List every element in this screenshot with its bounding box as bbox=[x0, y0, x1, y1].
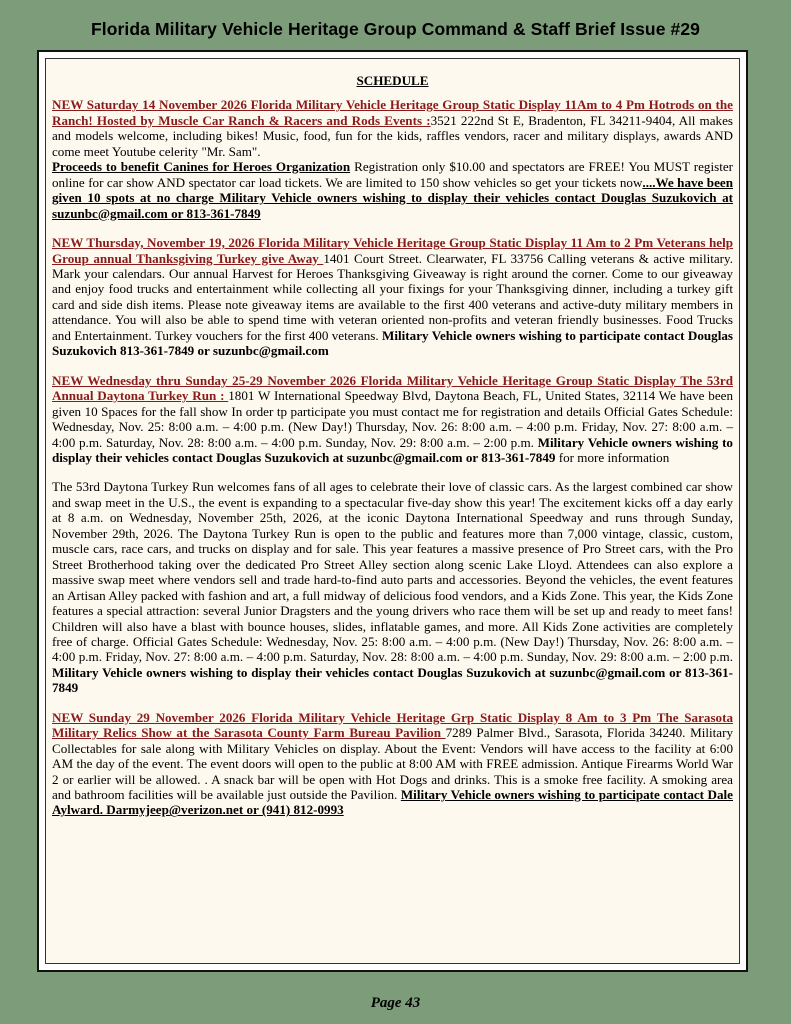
event-text: 3521 222nd St E, Bradenton, FL 34211-9404, All makes and models welcome, including bikes! Music, food, fun for the kids, raffles vendors, racer and military displays, awards AND come meet Youtube celerity "Mr. Sam". bbox=[52, 112, 733, 159]
event-saturday-14-november bbox=[52, 97, 733, 221]
event-heading: NEW Sunday 29 November 2026 Florida Military Vehicle Heritage Grp Static Display 8 Am to 3 Pm The Sarasota Military Relics Show at the Sarasota County Farm Bureau Pavilion bbox=[52, 709, 733, 741]
event-benefit: Proceeds to benefit Canines for Heroes Organization bbox=[52, 159, 351, 175]
event-text: 1401 Court Street. Clearwater, FL 33756 Calling veterans & active military. Mark your calendars. Our annual Harvest for Heroes Thanksgiving Giveaway is right around the corner. Come to our giveaway and enjoy food trucks and entertainment while collecting all your fixings for your Thanksgiving dinner, including a turkey gift card and side dish items. Please note giveaway items are available to the first 400 veterans and active-duty military members in attendance. You will also be able to spend time with veteran oriented non-profits and veteran friendly businesses. Food Trucks and Entertainment. Turkey vouchers for the first 400 veterans. bbox=[52, 250, 733, 343]
event-heading: NEW Thursday, November 19, 2026 Florida Military Vehicle Heritage Group Static Display 11 Am to 2 Pm Veterans help Group annual Thanksgiving Turkey give Away bbox=[52, 235, 733, 266]
page-number: Page 43 bbox=[370, 995, 421, 1011]
event-heading: NEW Wednesday thru Sunday 25-29 November 2026 Florida Military Vehicle Heritage Group Static Display The 53rd Annual Daytona Turkey Run : bbox=[52, 372, 733, 404]
daytona-description bbox=[52, 479, 733, 695]
event-text: 7289 Palmer Blvd., Sarasota, Florida 34240. Military Collectables for sale along with Military Vehicles on display. About the Event: Vendors will have access to the facility at 6:00 AM the day of the event. The event doors will open to the public at 8:00 AM with FREE admission. Antique Firearms World War 2 or earlier will be allowed. . A snack bar will be open with Hot Dogs and drinks. This is a smoke free facility. A smoking area and bathroom facilities will be available just outside the Pavilion. bbox=[52, 725, 733, 803]
event-text-end: for more information bbox=[555, 449, 670, 465]
event-sarasota-military-relics bbox=[52, 710, 733, 818]
event-text: 1801 W International Speedway Blvd, Daytona Beach, FL, United States, 32114 We have been given 10 Spaces for the fall show In order tp participate you must contact me for registration and details Official Gates Schedule: Wednesday, Nov. 25: 8:00 a.m. – 4:00 p.m. (New Day!) Thursday, Nov. 26: 8:00 a.m. – 4:00 p.m. Friday, Nov. 27: 8:00 a.m. – 4:00 p.m. Saturday, Nov. 28: 8:00 a.m. – 4:00 p.m. Sunday, Nov. 29: 8:00 a.m. – 2:00 p.m. bbox=[52, 388, 733, 450]
event-heading: NEW Saturday 14 November 2026 Florida Military Vehicle Heritage Group Static Display 11Am to 4 Pm Hotrods on the Ranch! Hosted by Muscle Car Ranch & Racers and Rods Events : bbox=[52, 97, 733, 128]
event-contact: Military Vehicle owners wishing to participate contact Douglas Suzukovich 813-361-7849 or suzunbc@gmail.com bbox=[52, 327, 733, 359]
newsletter-title: Florida Military Vehicle Heritage Group Command & Staff Brief Issue #29 bbox=[90, 19, 701, 39]
description-contact: Military Vehicle owners wishing to display their vehicles contact Douglas Suzukovich at suzunbc@gmail.com or 813-361-7849 bbox=[52, 664, 733, 696]
content-panel bbox=[37, 50, 748, 972]
section-title: SCHEDULE bbox=[356, 73, 429, 88]
description-text: The 53rd Daytona Turkey Run welcomes fans of all ages to celebrate their love of classic cars. As the largest combined car show and swap meet in the U.S., the event is expanding to a spectacular five-day show this year! The excitement kicks off a day early at 8 a.m. on Wednesday, November 25th, 2026, at the iconic Daytona International Speedway and runs through Sunday, November 29th, 2026. The Daytona Turkey Run is open to the public and features more than 7,000 vintage, classic, custom, muscle cars, race cars, and trucks on display and for sale. This year features a massive presence of Pro Street cars, with the Pro Street Brotherhood taking over the dedicated Pro Street Alley section along scenic Lake Lloyd. Attendees can also explore a massive swap meet where vendors sell and trade hard-to-find auto parts and accessories. Beyond the vehicles, the event features an Artisan Alley packed with fashion and art, a full midway of delicious food vendors, and a Kids Zone. This year, the Kids Zone features a special attraction: several Junior Dragsters and the young drivers who race them will be set up and ready to meet fans! Children will also have a blast with bounce houses, slides, inflatable games, and more. All Kids Zone activities are completely free of charge. Official Gates Schedule: Wednesday, Nov. 25: 8:00 a.m. – 4:00 p.m. (New Day!) Thursday, Nov. 26: 8:00 a.m. – 4:00 p.m. Friday, Nov. 27: 8:00 a.m. – 4:00 p.m. Saturday, Nov. 28: 8:00 a.m. – 4:00 p.m. Sunday, Nov. 29: 8:00 a.m. – 2:00 p.m. bbox=[52, 479, 733, 665]
event-contact: ....We have been given 10 spots at no charge Military Vehicle owners wishing to display their vehicles contact Douglas Suzukovich at suzunbc@gmail.com or 813-361-7849 bbox=[52, 174, 733, 221]
event-daytona-turkey-run bbox=[52, 373, 733, 466]
event-thursday-19-november bbox=[52, 235, 733, 359]
event-contact: Military Vehicle owners wishing to participate contact Dale Aylward. Darmyjeep@verizon.net or (941) 812-0993 bbox=[52, 787, 733, 818]
event-text-2: Registration only $10.00 and spectators are FREE! You MUST register online for car show AND spectator car load tickets. We are limited to 150 show vehicles so get your tickets now bbox=[52, 159, 733, 190]
event-contact: Military Vehicle owners wishing to display their vehicles contact Douglas Suzukovich at suzunbc@gmail.com or 813-361-7849 bbox=[52, 434, 733, 465]
content-inner bbox=[45, 58, 740, 964]
